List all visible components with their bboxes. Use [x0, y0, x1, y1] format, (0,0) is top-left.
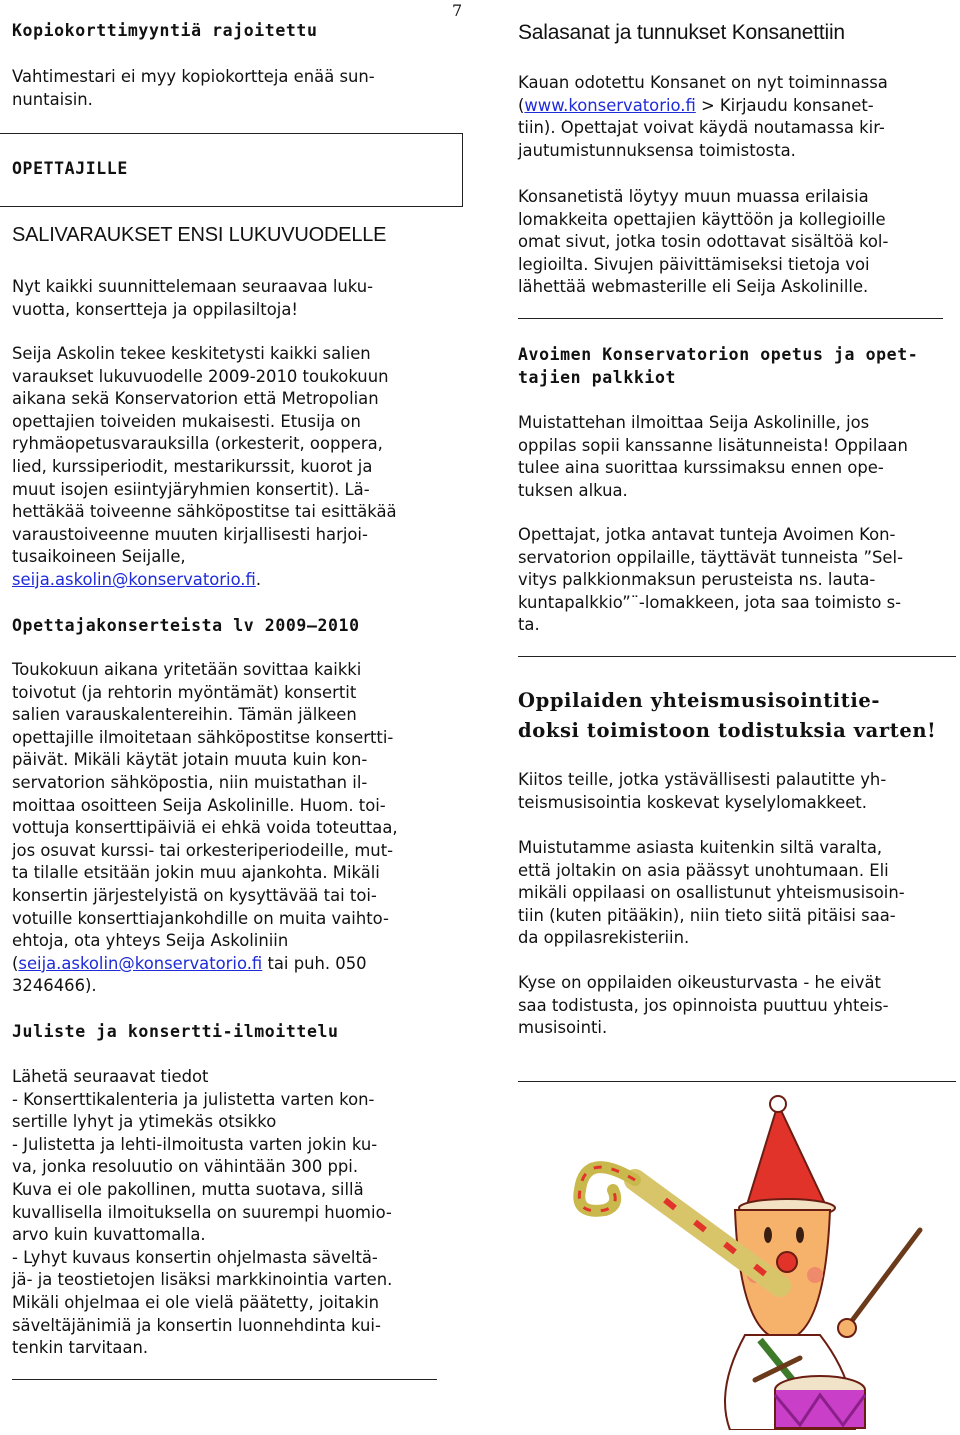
text-line: ryhmäopetusvarauksilla (orkesterit, ooppera,	[12, 434, 383, 454]
text-line: lähettää webmasterille eli Seija Askolinille.	[518, 277, 869, 297]
text-line: Kauan odotettu Konsanet on nyt toiminnassa	[518, 73, 888, 92]
text-fragment: (	[12, 953, 19, 973]
text-line: doksi toimistoon todistuksia varten!	[518, 719, 937, 742]
text-fragment: .	[255, 569, 262, 589]
text-line: Konsanetistä löytyy muun muassa erilaisia	[518, 187, 869, 206]
juliste-paragraph	[12, 1066, 392, 1360]
text-line: - Konserttikalenteria ja julistetta varten kon-	[12, 1089, 375, 1109]
oppilaiden-paragraph-2	[518, 837, 905, 950]
text-line: omat sivut, jotka tosin odottavat sisältöä kol-	[518, 232, 889, 252]
text-line: tusaikoineen Seijalle,	[12, 547, 186, 567]
text-line: Vahtimestari ei myy kopiokortteja enää sun-	[12, 67, 375, 86]
oppilaiden-paragraph-3	[518, 972, 889, 1040]
text-line	[12, 569, 397, 592]
text-line: legioilta. Sivujen päivittämiseksi tietoja voi	[518, 254, 870, 274]
text-line: tiin (kuten pitääkin), niin tieto siitä pitäisi saa-	[518, 905, 896, 925]
salasanat-heading: Salasanat ja tunnukset Konsanettiin	[518, 21, 845, 44]
text-line: Lähetä seuraavat tiedot	[12, 1067, 209, 1086]
konsanet-paragraph	[518, 186, 888, 299]
text-line: saa todistusta, jos opinnoista puuttuu yhteis-	[518, 995, 889, 1015]
konservatorio-link[interactable]: www.konservatorio.fi	[524, 95, 696, 115]
divider-rule	[518, 318, 943, 319]
text-line: konsertin järjestelyistä on kysyttävää tai toi-	[12, 885, 377, 905]
text-line: kuvallisella ilmoituksella on suurempi huomio-	[12, 1202, 392, 1222]
hat-pompom	[770, 1096, 786, 1112]
text-line: ta.	[518, 615, 540, 635]
text-line: teismusisointia koskevat kyselylomakkeet.	[518, 792, 867, 812]
text-line: tuksen alkua.	[518, 480, 628, 500]
text-line: Opettajat, jotka antavat tunteja Avoimen Kon-	[518, 525, 896, 544]
salivaraukset-intro	[12, 276, 373, 321]
avoimen-paragraph-1	[518, 412, 908, 502]
oppilaiden-heading	[518, 686, 936, 746]
text-line: da oppilasrekisteriin.	[518, 928, 690, 948]
text-line: lied, kurssiperiodit, mestarikurssit, kuorot ja	[12, 456, 373, 476]
text-line: salien varauskalentereihin. Tämän jälkeen	[12, 705, 357, 725]
text-fragment: (	[518, 95, 525, 115]
konsert-heading: Opettajakonserteista lv 2009—2010	[12, 616, 360, 635]
page-number: 7	[452, 1, 463, 20]
text-line: ehtoja, ota yhteys Seija Askoliniin	[12, 931, 289, 951]
text-line: toivotut (ja rehtorin myöntämät) konsertit	[12, 682, 357, 702]
text-line: ta tilalle etsitään jokin muu ajankohta. Mikäli	[12, 863, 380, 883]
text-line: vuotta, konsertteja ja oppilasiltoja!	[12, 299, 298, 319]
text-line: servatorion oppilaille, täyttävät tunneista ”Sel-	[518, 547, 903, 567]
konsert-paragraph	[12, 659, 398, 998]
text-line: votuille konserttiajankohdille on muita vaihto-	[12, 908, 389, 928]
seija-email-link[interactable]: seija.askolin@konservatorio.fi	[12, 569, 256, 589]
text-line: vitys palkkionmaksun perusteista ns. lauta-	[518, 570, 876, 590]
text-line: Oppilaiden yhteismusisointitie-	[518, 689, 881, 712]
text-line: opettajille ilmoitetaan sähköpostitse konsertti-	[12, 727, 394, 747]
text-line: Mikäli ohjelmaa ei ole vielä päätetty, joitakin	[12, 1292, 380, 1312]
text-fragment: > Kirjaudu konsanet-	[695, 95, 874, 115]
text-fragment: tai puh. 050	[262, 953, 367, 973]
text-line: oppilas sopii kanssanne lisätunneista! Oppilaan	[518, 435, 908, 455]
text-line: nuntaisin.	[12, 89, 93, 109]
text-line: - Julistetta ja lehti-ilmoitusta varten jokin ku-	[12, 1134, 378, 1154]
seija-paragraph	[12, 343, 397, 592]
text-line: että joltakin on asia päässyt unohtumaan. Eli	[518, 860, 889, 880]
text-line: Muistutamme asiasta kuitenkin siltä varalta,	[518, 838, 883, 857]
text-line: Kyse on oppilaiden oikeusturvasta - he eivät	[518, 973, 881, 992]
divider-rule	[518, 1081, 956, 1082]
clown-nose	[777, 1252, 797, 1272]
text-line: jä- ja teostietojen lisäksi markkinointia varten.	[12, 1270, 393, 1290]
text-line: moittaa osoitteen Seija Askolinille. Huom. toi-	[12, 795, 386, 815]
text-line: opettajien toiveiden mukaisesti. Etusija on	[12, 411, 361, 431]
text-line: arvo kuin kuvattomalla.	[12, 1225, 206, 1245]
opettajille-heading: OPETTAJILLE	[12, 159, 128, 178]
kopio-heading: Kopiokorttimyyntiä rajoitettu	[12, 21, 318, 40]
divider-rule	[518, 656, 956, 657]
text-line: Kiitos teille, jotka ystävällisesti palautitte yh-	[518, 770, 887, 789]
text-line: Kuva ei ole pakollinen, mutta suotava, sillä	[12, 1179, 364, 1199]
text-line: Muistattehan ilmoittaa Seija Askolinille, jos	[518, 413, 870, 432]
party-clown-icon	[579, 1096, 920, 1430]
text-line: säveltäjänimiä ja konsertin luonnehdinta kui-	[12, 1315, 381, 1335]
juliste-heading: Juliste ja konsertti-ilmoittelu	[12, 1022, 339, 1041]
text-line: servatorion sähköpostia, niin muistathan il-	[12, 772, 368, 792]
salasanat-paragraph	[518, 72, 888, 162]
text-line: varaukset lukuvuodelle 2009-2010 toukokuun	[12, 366, 389, 386]
text-line	[518, 95, 888, 118]
text-line: varaustoiveenne muuten kirjallisesti harjoi-	[12, 524, 368, 544]
text-line	[12, 953, 398, 976]
text-line: jautumistunnuksensa toimistosta.	[518, 140, 796, 160]
drumstick	[845, 1230, 920, 1330]
text-line: aikana sekä Konservatorion että Metropolian	[12, 389, 379, 409]
text-line: va, jonka resoluutio on vähintään 300 ppi.	[12, 1157, 359, 1177]
avoimen-heading	[518, 343, 918, 389]
text-line: jos osuvat kurssi- tai orkesteriperiodeille, mut-	[12, 840, 394, 860]
text-line: päivät. Mikäli käytät jotain muuta kuin kon-	[12, 750, 368, 770]
text-line: 3246466).	[12, 976, 97, 996]
text-line: mikäli oppilaasi on osallistunut yhteismusisoin-	[518, 883, 905, 903]
oppilaiden-paragraph-1	[518, 769, 886, 814]
konsert-email-link[interactable]: seija.askolin@konservatorio.fi	[18, 953, 263, 973]
text-line: tajien palkkiot	[518, 368, 677, 387]
avoimen-paragraph-2	[518, 524, 903, 637]
text-line: muut isojen esiintyjäryhmien konsertit). Lä-	[12, 479, 370, 499]
text-line: sertille lyhyt ja ytimekäs otsikko	[12, 1112, 277, 1132]
text-line: - Lyhyt kuvaus konsertin ohjelmasta säveltä-	[12, 1247, 378, 1267]
text-line: vottuja konserttipäiviä ei ehkä voida toteuttaa,	[12, 818, 398, 838]
left-bottom-rule	[12, 1379, 437, 1380]
text-line: tenkin tarvitaan.	[12, 1338, 149, 1358]
text-line: Nyt kaikki suunnittelemaan seuraavaa luku-	[12, 277, 374, 296]
salivaraukset-heading: SALIVARAUKSET ENSI LUKUVUODELLE	[12, 224, 387, 246]
text-line: musisointi.	[518, 1018, 608, 1038]
text-line: hettäkää toiveenne sähköpostitse tai esittäkää	[12, 502, 397, 522]
text-line: Seija Askolin tekee keskitetysti kaikki salien	[12, 344, 371, 363]
party-clown-illustration	[525, 1090, 955, 1430]
text-line: Toukokuun aikana yritetään sovittaa kaikki	[12, 660, 362, 679]
text-line: tiin). Opettajat voivat käydä noutamassa kir-	[518, 118, 885, 138]
text-line: Avoimen Konservatorion opetus ja opet-	[518, 345, 919, 364]
text-line: lomakkeita opettajien käyttöön ja kollegioille	[518, 209, 886, 229]
party-hat	[746, 1104, 827, 1208]
kopio-body	[12, 66, 375, 111]
text-line: tulee aina suorittaa kurssimaksu ennen ope-	[518, 458, 884, 478]
text-line: kuntapalkkio”¨-lomakkeen, jota saa toimisto s-	[518, 592, 902, 612]
